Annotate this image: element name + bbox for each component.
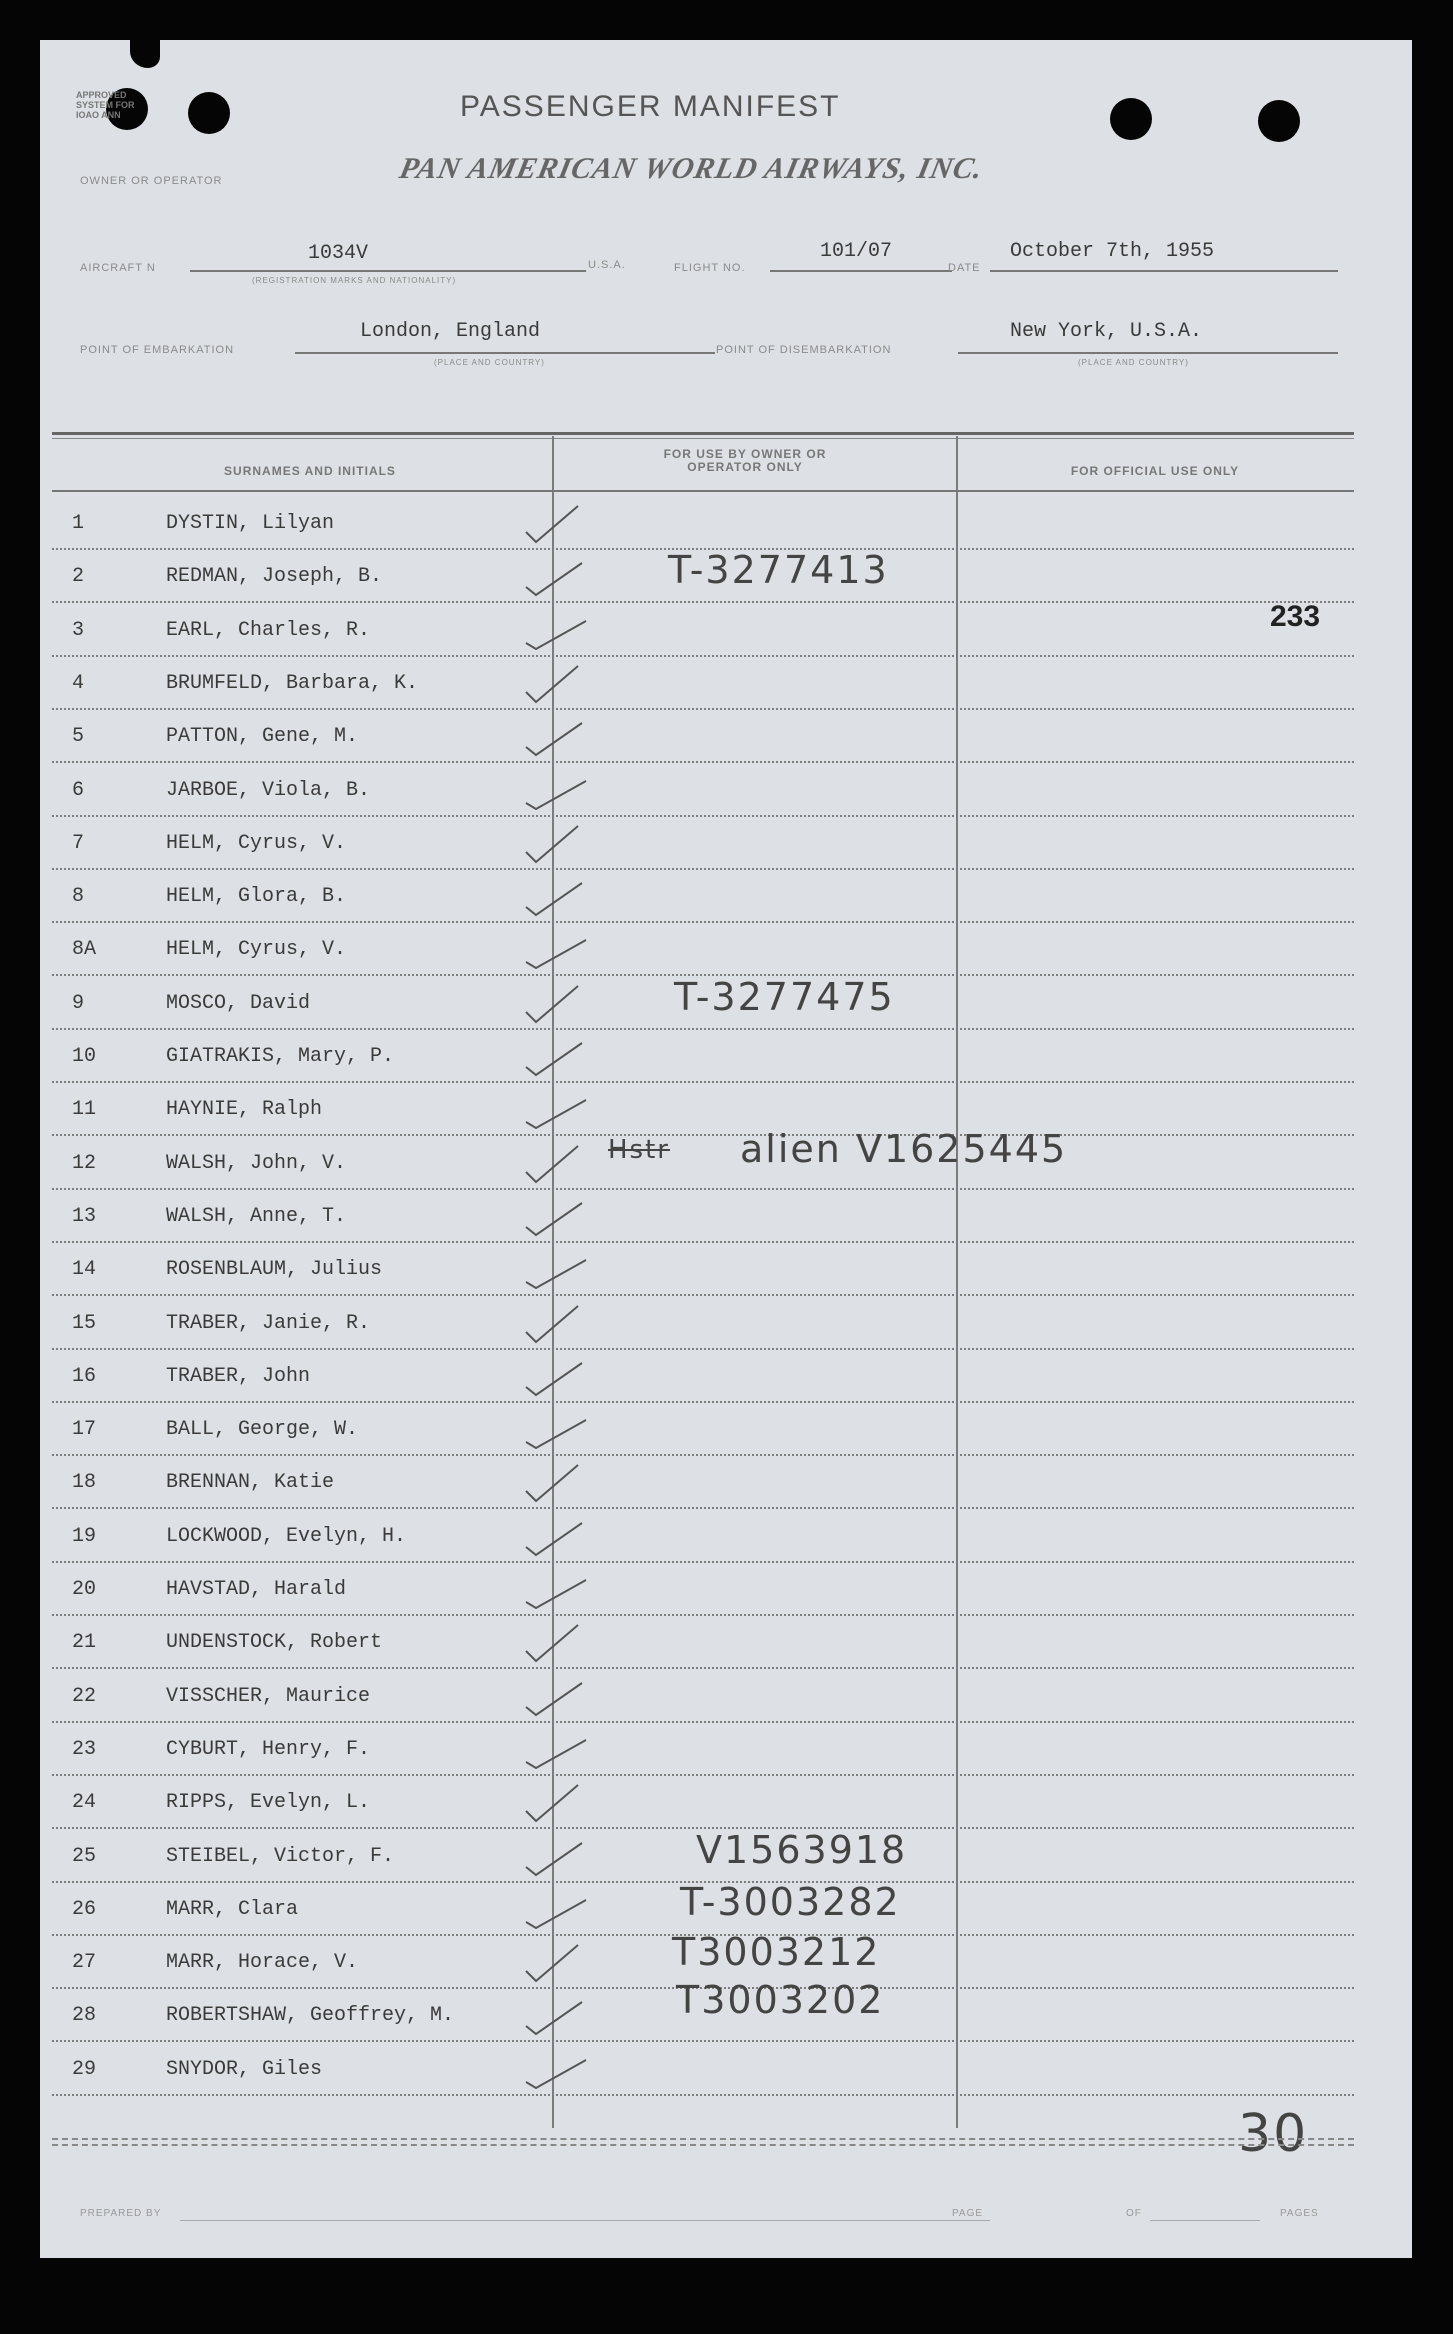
checkmark-icon <box>520 1568 590 1614</box>
table-row <box>40 1513 1412 1566</box>
passenger-name: SNYDOR, Giles <box>166 2057 323 2081</box>
passenger-name: UNDENSTOCK, Robert <box>166 1631 383 1655</box>
checkmark-icon <box>520 1302 590 1348</box>
passenger-name: HAVSTAD, Harald <box>166 1578 347 1601</box>
passenger-name: EARL, Charles, R. <box>166 618 371 642</box>
torn-corner <box>130 40 160 68</box>
ticket-row-26: T-3003282 <box>680 1880 901 1924</box>
table-row <box>40 1353 1412 1406</box>
table-row <box>40 500 1412 553</box>
table-row <box>40 1033 1412 1086</box>
row-number: 11 <box>72 1098 97 1122</box>
row-rule <box>52 761 1354 763</box>
ticket-row-9: T-3277475 <box>674 975 895 1019</box>
row-number: 20 <box>72 1578 97 1601</box>
of-underline <box>1150 2220 1260 2221</box>
passenger-name: PATTON, Gene, M. <box>166 725 359 749</box>
row-rule <box>52 655 1354 657</box>
row-number: 21 <box>72 1631 97 1655</box>
row-rule <box>52 601 1354 603</box>
row-rule <box>52 1774 1354 1776</box>
checkmark-icon <box>520 555 590 601</box>
aircraft-value: 1034V <box>308 242 369 265</box>
row-number: 28 <box>72 2004 97 2028</box>
header-official: FOR OFFICIAL USE ONLY <box>1070 464 1240 478</box>
row-rule <box>52 921 1354 923</box>
passenger-name: TRABER, Janie, R. <box>166 1311 371 1335</box>
row-number: 10 <box>72 1045 97 1068</box>
pages-label: PAGES <box>1280 2208 1319 2219</box>
row-rule <box>52 1241 1354 1243</box>
embark-caption: (PLACE AND COUNTRY) <box>434 358 545 367</box>
passenger-name: BRENNAN, Katie <box>166 1471 335 1495</box>
checkmark-icon <box>520 662 590 708</box>
row-number: 22 <box>72 1684 97 1708</box>
row-number: 24 <box>72 1791 97 1815</box>
table-row <box>40 767 1412 820</box>
approved-notice: APPROVED SYSTEM FOR IOAO ANN <box>76 90 135 120</box>
checkmark-icon <box>520 1994 590 2040</box>
table-row <box>40 1673 1412 1726</box>
prepared-by-label: PREPARED BY <box>80 2208 162 2219</box>
header-surnames: SURNAMES AND INITIALS <box>224 464 396 478</box>
embark-label: POINT OF EMBARKATION <box>80 344 235 356</box>
row-rule <box>52 1348 1354 1350</box>
flight-underline <box>770 270 952 272</box>
row-rule <box>52 1614 1354 1616</box>
table-row <box>40 1406 1412 1459</box>
date-label: DATE <box>948 262 981 274</box>
row-number: 18 <box>72 1471 97 1495</box>
date-underline <box>990 270 1338 272</box>
table-row <box>40 1726 1412 1779</box>
row-rule <box>52 1667 1354 1669</box>
row-number: 25 <box>72 1844 97 1868</box>
row-number: 29 <box>72 2057 97 2081</box>
embark-underline <box>295 352 715 354</box>
checkmark-icon <box>520 1355 590 1401</box>
table-top-rule <box>52 432 1354 435</box>
checkmark-icon <box>520 822 590 868</box>
row-number: 9 <box>72 991 85 1015</box>
checkmark-icon <box>520 1248 590 1294</box>
header-owner: FOR USE BY OWNER OR OPERATOR ONLY <box>663 447 827 474</box>
row-number: 15 <box>72 1311 97 1335</box>
checkmark-icon <box>520 1515 590 1561</box>
row-rule <box>52 868 1354 870</box>
passenger-name: RIPPS, Evelyn, L. <box>166 1791 371 1815</box>
row-number: 1 <box>72 512 85 535</box>
row-rule <box>52 1561 1354 1563</box>
owner-label: OWNER OR OPERATOR <box>80 175 223 187</box>
disembark-label: POINT OF DISEMBARKATION <box>716 344 892 356</box>
row-number: 3 <box>72 618 85 642</box>
passenger-name: ROSENBLAUM, Julius <box>166 1258 383 1282</box>
row-number: 14 <box>72 1258 97 1282</box>
row-rule <box>52 1134 1354 1136</box>
disembark-underline <box>958 352 1338 354</box>
prepared-by-underline <box>180 2220 990 2221</box>
row-rule <box>52 1028 1354 1030</box>
official-stamp: 233 <box>1270 600 1321 633</box>
registration-caption: (REGISTRATION MARKS AND NATIONALITY) <box>252 276 457 285</box>
row-number: 23 <box>72 1737 97 1761</box>
passenger-name: WALSH, Anne, T. <box>166 1204 347 1228</box>
passenger-name: BALL, George, W. <box>166 1418 359 1442</box>
punch-hole-3 <box>1110 98 1152 140</box>
checkmark-icon <box>520 1408 590 1454</box>
row-number: 27 <box>72 1951 97 1975</box>
checkmark-icon <box>520 1088 590 1134</box>
table-row <box>40 1619 1412 1672</box>
table-row <box>40 1246 1412 1299</box>
checkmark-icon <box>520 715 590 761</box>
punch-hole-4 <box>1258 100 1300 142</box>
passenger-name: HELM, Cyrus, V. <box>166 831 347 855</box>
row-number: 2 <box>72 565 85 589</box>
row-rule <box>52 1294 1354 1296</box>
date-value: October 7th, 1955 <box>1010 240 1215 263</box>
checkmark-icon <box>520 2048 590 2094</box>
checkmark-icon <box>520 982 590 1028</box>
table-top-rule-2 <box>52 438 1354 439</box>
table-row <box>40 1459 1412 1512</box>
row-rule <box>52 708 1354 710</box>
passenger-name: GIATRAKIS, Mary, P. <box>166 1045 395 1068</box>
checkmark-icon <box>520 1835 590 1881</box>
table-row <box>40 1086 1412 1139</box>
row-number: 26 <box>72 1897 97 1921</box>
row-rule <box>52 1401 1354 1403</box>
row-number: 7 <box>72 831 85 855</box>
table-row <box>40 713 1412 766</box>
row-number: 8A <box>72 938 97 962</box>
passenger-name: HELM, Glora, B. <box>166 885 347 909</box>
row-number: 17 <box>72 1418 97 1442</box>
checkmark-icon <box>520 1728 590 1774</box>
row-rule <box>52 2094 1354 2096</box>
usa-label: U.S.A. <box>588 259 626 271</box>
ticket-row-28: T3003202 <box>676 1978 885 2022</box>
row-rule <box>52 1507 1354 1509</box>
table-row <box>40 820 1412 873</box>
passenger-name: CYBURT, Henry, F. <box>166 1737 371 1761</box>
passenger-name: REDMAN, Joseph, B. <box>166 565 383 589</box>
passenger-name: HAYNIE, Ralph <box>166 1098 323 1122</box>
header-bottom-rule <box>52 490 1354 492</box>
table-row <box>40 873 1412 926</box>
row-rule <box>52 1188 1354 1190</box>
table-row <box>40 1566 1412 1619</box>
checkmark-icon <box>520 1195 590 1241</box>
passenger-name: MOSCO, David <box>166 991 311 1015</box>
checkmark-icon <box>520 1461 590 1507</box>
alien-number-row-12: alien V1625445 <box>740 1127 1068 1171</box>
table-row <box>40 1140 1412 1193</box>
checkmark-icon <box>520 1781 590 1827</box>
checkmark-icon <box>520 1888 590 1934</box>
passenger-name: VISSCHER, Maurice <box>166 1684 371 1708</box>
checkmark-icon <box>520 1941 590 1987</box>
row-number: 6 <box>72 778 85 802</box>
checkmark-icon <box>520 1675 590 1721</box>
row-rule <box>52 1454 1354 1456</box>
passenger-name: DYSTIN, Lilyan <box>166 512 335 535</box>
passenger-name: MARR, Horace, V. <box>166 1951 359 1975</box>
row-rule <box>52 1081 1354 1083</box>
disembark-caption: (PLACE AND COUNTRY) <box>1078 358 1189 367</box>
company-name: PAN AMERICAN WORLD AIRWAYS, INC. <box>396 152 987 185</box>
of-label: OF <box>1126 2208 1142 2219</box>
passenger-name: BRUMFELD, Barbara, K. <box>166 671 419 695</box>
table-row <box>40 926 1412 979</box>
table-row <box>40 1779 1412 1832</box>
page-label: PAGE <box>952 2208 984 2219</box>
number-row-25: V1563918 <box>696 1828 908 1872</box>
disembark-value: New York, U.S.A. <box>1010 320 1203 343</box>
passenger-name: MARR, Clara <box>166 1897 299 1921</box>
checkmark-icon <box>520 1142 590 1188</box>
passenger-name: TRABER, John <box>166 1364 311 1388</box>
passenger-name: WALSH, John, V. <box>166 1151 347 1175</box>
struck-text-row-12: Hstr <box>608 1135 670 1165</box>
footer-rule <box>52 2138 1354 2140</box>
table-row <box>40 2046 1412 2099</box>
row-rule <box>52 2040 1354 2042</box>
passenger-name: JARBOE, Viola, B. <box>166 778 371 802</box>
ticket-row-27: T3003212 <box>672 1930 881 1974</box>
embark-value: London, England <box>360 320 541 343</box>
row-number: 4 <box>72 671 85 695</box>
checkmark-icon <box>520 875 590 921</box>
table-row <box>40 607 1412 660</box>
form-title: PASSENGER MANIFEST <box>460 90 841 123</box>
footer-rule-2 <box>52 2144 1354 2146</box>
row-rule <box>52 815 1354 817</box>
checkmark-icon <box>520 928 590 974</box>
passenger-name: ROBERTSHAW, Geoffrey, M. <box>166 2004 455 2028</box>
row-number: 5 <box>72 725 85 749</box>
table-row <box>40 1193 1412 1246</box>
passenger-total: 30 <box>1238 2104 1309 2164</box>
checkmark-icon <box>520 609 590 655</box>
row-number: 16 <box>72 1364 97 1388</box>
aircraft-label: AIRCRAFT N <box>80 262 156 274</box>
ticket-row-2: T-3277413 <box>668 548 889 592</box>
row-number: 8 <box>72 885 85 909</box>
passenger-name: HELM, Cyrus, V. <box>166 938 347 962</box>
row-rule <box>52 1721 1354 1723</box>
table-row <box>40 1300 1412 1353</box>
passenger-name: STEIBEL, Victor, F. <box>166 1844 395 1868</box>
punch-hole-2 <box>188 92 230 134</box>
table-row <box>40 660 1412 713</box>
flight-label: FLIGHT NO. <box>674 262 746 274</box>
row-number: 13 <box>72 1204 97 1228</box>
passenger-name: LOCKWOOD, Evelyn, H. <box>166 1524 407 1548</box>
checkmark-icon <box>520 1035 590 1081</box>
manifest-page <box>40 40 1412 2258</box>
aircraft-underline <box>190 270 586 272</box>
row-number: 19 <box>72 1524 97 1548</box>
checkmark-icon <box>520 502 590 548</box>
checkmark-icon <box>520 769 590 815</box>
row-number: 12 <box>72 1151 97 1175</box>
checkmark-icon <box>520 1621 590 1667</box>
flight-value: 101/07 <box>820 240 893 263</box>
